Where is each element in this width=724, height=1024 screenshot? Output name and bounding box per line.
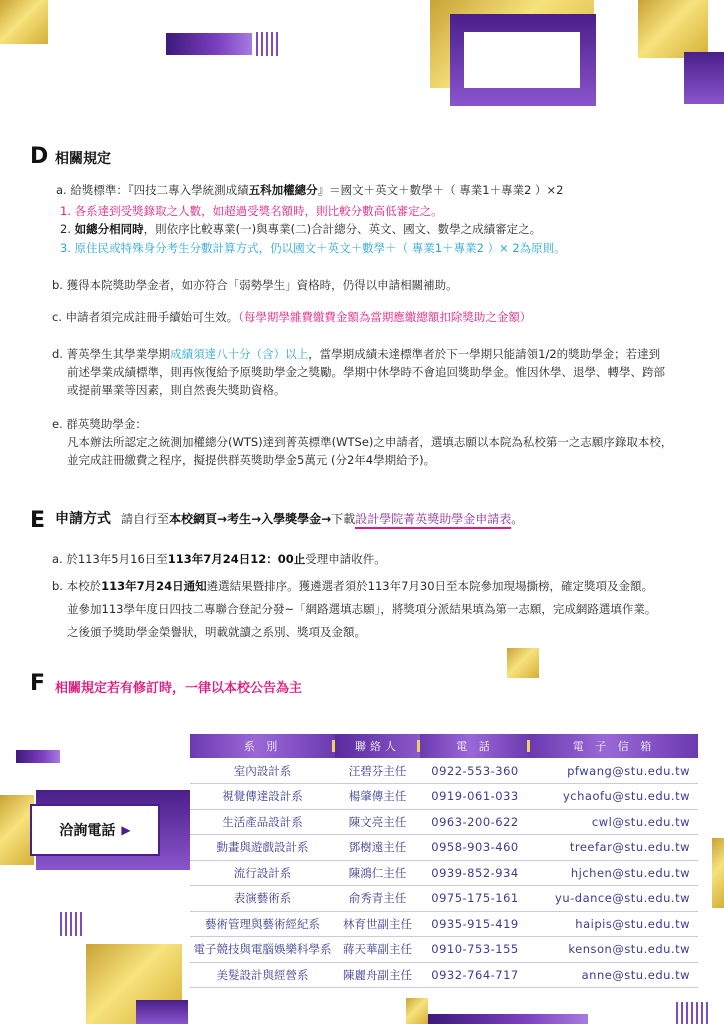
contact-cell: 陳麗舟副主任: [335, 962, 420, 988]
table-row: [190, 937, 698, 963]
phone-cell[interactable]: 0963-200-622: [420, 809, 530, 835]
e-b-text-1: 本校於: [66, 579, 102, 593]
d-a-text-1: 給獎標準：『四技二專入學統測成績: [70, 183, 249, 197]
gold-block-left: [0, 795, 34, 865]
e-item-a: [52, 551, 386, 567]
section-e-title: 申請方式: [55, 511, 111, 527]
d-e-line-2: 並完成註冊繳費之程序，擬提供群英獎助學金5萬元 (分2年4學期給予)。: [67, 453, 436, 467]
d-item-a: [56, 182, 564, 198]
section-e-letter: E: [30, 508, 46, 533]
d-e-prefix: e.: [52, 417, 63, 431]
phone-cell[interactable]: 0919-061-033: [420, 784, 530, 810]
e-a-text-1: 於113年5月16日至: [66, 552, 168, 566]
phone-cell[interactable]: 0932-764-717: [420, 962, 530, 988]
d-a-text-2: 』＝國文＋英文＋數學＋（ 專業1＋專業2 ）×2: [317, 183, 564, 197]
e-b-bold: 113年7月24日通知: [101, 579, 207, 593]
e-a-prefix: a.: [52, 552, 63, 566]
contact-cell: 蔣天華副主任: [335, 937, 420, 963]
e-b-prefix: b.: [52, 579, 63, 593]
d-a-2-bold: 如總分相同時: [74, 222, 144, 236]
purple-bar-bottom-center: [428, 1014, 588, 1024]
email-cell[interactable]: ychaofu@stu.edu.tw: [530, 784, 698, 810]
purple-bar-top: [166, 33, 252, 55]
white-box-top: [464, 32, 580, 88]
d-item-d: [52, 346, 660, 362]
email-cell[interactable]: anne@stu.edu.tw: [530, 962, 698, 988]
e-intro-1: 請自行至: [121, 512, 170, 526]
d-d-text-blue: 成績須達八十分（含）以上: [170, 347, 309, 361]
section-e-header: [55, 511, 523, 527]
stripes-top: [256, 32, 278, 56]
header-contact: 聯絡人: [335, 734, 420, 758]
gold-block-right: [712, 838, 724, 908]
e-b-text-2: 遴選結果暨排序。獲遴選者須於113年7月30日至本院參加現場撕榜，確定獎項及金額。: [206, 579, 654, 593]
dept-cell: 視覺傳達設計系: [190, 784, 335, 810]
application-form-link[interactable]: 設計學院菁英獎助學金申請表: [355, 512, 511, 529]
d-a-1: 1. 各系達到受獎錄取之人數，如超過受獎名額時，則比較分數高低審定之。: [60, 204, 443, 218]
e-item-b: [52, 578, 653, 594]
phone-cell[interactable]: 0910-753-155: [420, 937, 530, 963]
d-d-text-1: 菁英學生其學業學期: [66, 347, 171, 361]
d-a-bold: 五科加權總分: [248, 183, 318, 197]
d-c-note: （每學期學雜費繳費金額為當期應繳總額扣除獎助之金額）: [238, 310, 532, 324]
table-row: [190, 860, 698, 886]
table-row: [190, 962, 698, 988]
d-a-2-rest: ，則依序比較專業(一)與專業(二)合計總分、英文、國文、數學之成績審定之。: [143, 222, 542, 236]
gold-square-mid-right: [507, 648, 539, 678]
dept-cell: 美髮設計與經營系: [190, 962, 335, 988]
phone-cell[interactable]: 0975-175-161: [420, 886, 530, 912]
d-a-2-num: 2.: [60, 222, 71, 236]
purple-block-bottom-left: [136, 1000, 188, 1024]
contact-cell: 楊肇傳主任: [335, 784, 420, 810]
header-phone: 電 話: [420, 734, 530, 758]
section-d-letter: D: [30, 144, 49, 169]
d-b-text: 獲得本院獎助學金者，如亦符合「弱勢學生」資格時，仍得以申請相關補助。: [66, 278, 458, 292]
section-f-letter: F: [30, 671, 46, 696]
email-cell[interactable]: haipis@stu.edu.tw: [530, 911, 698, 937]
d-a-3: 3. 原住民或特殊身分考生分數計算方式，仍以國文＋英文＋數學＋（ 專業1＋專業2 ）× 2為原則。: [60, 241, 566, 255]
purple-block-top-right: [684, 52, 724, 104]
e-b-line-3: 之後頒予獎助學金榮譽狀，明載就讀之系別、獎項及金額。: [67, 625, 366, 639]
e-a-text-2: 受理申請收件。: [305, 552, 386, 566]
email-cell[interactable]: treefar@stu.edu.tw: [530, 835, 698, 861]
table-row: [190, 809, 698, 835]
stripes-bottom-right: [676, 1002, 708, 1024]
contact-cell: 俞秀青主任: [335, 886, 420, 912]
contact-phone-label: [30, 804, 160, 856]
d-e-line-1: 凡本辦法所認定之統測加權總分(WTS)達到菁英標準(WTSe)之申請者，選填志願以本院為私校第一之志願序錄取本校，: [67, 435, 673, 449]
e-intro-bold: 本校網頁→考生→入學獎學金→: [169, 512, 332, 526]
contact-table: [190, 734, 698, 988]
dept-cell: 表演藝術系: [190, 886, 335, 912]
play-arrow-icon: ▶: [121, 823, 131, 837]
d-d-text-2: ，當學期成績未達標準者於下一學期只能請領1/2的獎助學金；若達到: [308, 347, 661, 361]
d-item-c: [52, 309, 531, 325]
dept-cell: 流行設計系: [190, 860, 335, 886]
contact-cell: 林育世副主任: [335, 911, 420, 937]
d-d-line-3: 或提前畢業等因素，則自然喪失獎助資格。: [67, 383, 286, 397]
d-b-prefix: b.: [52, 278, 63, 292]
d-e-title: 群英獎助學金：: [66, 417, 147, 431]
gold-block-top-left: [0, 0, 48, 44]
d-d-line-2: 前述學業成績標準，則再恢復給予原獎助學金之獎勵。學期中休學時不會追回獎助學金。惟因休學、退學、轉學、跨部: [67, 365, 665, 379]
d-item-b: [52, 277, 458, 293]
e-intro-end: 。: [511, 512, 524, 526]
email-cell[interactable]: hjchen@stu.edu.tw: [530, 860, 698, 886]
table-row: [190, 886, 698, 912]
e-intro-2: 下載: [331, 512, 356, 526]
d-a-2: [60, 221, 541, 237]
d-a-prefix: a.: [56, 183, 67, 197]
table-row: [190, 784, 698, 810]
dept-cell: 藝術管理與藝術經紀系: [190, 911, 335, 937]
e-a-bold: 113年7月24日12：00止: [167, 552, 306, 566]
d-item-e: [52, 416, 147, 432]
gold-block-top-right: [638, 0, 708, 58]
dept-cell: 電子競技與電腦娛樂科學系: [190, 937, 335, 963]
d-d-prefix: d.: [52, 347, 63, 361]
contact-cell: 汪碧芬主任: [335, 758, 420, 784]
table-row: [190, 758, 698, 784]
e-b-line-2: 並參加113學年度日四技二專聯合登記分發~「網路選填志願」，將獎項分派結果填為第一志願，完成網路選填作業。: [67, 602, 657, 616]
phone-cell[interactable]: 0958-903-460: [420, 835, 530, 861]
gold-block-bottom-center: [406, 998, 428, 1024]
purple-bar-left: [16, 750, 60, 763]
email-cell[interactable]: cwl@stu.edu.tw: [530, 809, 698, 835]
phone-cell[interactable]: 0935-915-419: [420, 911, 530, 937]
contact-cell: 陳鴻仁主任: [335, 860, 420, 886]
dept-cell: 動畫與遊戲設計系: [190, 835, 335, 861]
contact-cell: 鄧樹遠主任: [335, 835, 420, 861]
email-cell[interactable]: pfwang@stu.edu.tw: [530, 758, 698, 784]
d-c-text: 申請者須完成註冊手續始可生效。: [65, 310, 239, 324]
dept-cell: 室內設計系: [190, 758, 335, 784]
header-email: 電 子 信 箱: [530, 734, 698, 758]
stripes-bottom-left: [60, 912, 82, 936]
contact-cell: 陳文亮主任: [335, 809, 420, 835]
section-f-title: 相關規定若有修訂時，一律以本校公告為主: [55, 681, 303, 696]
dept-cell: 生活產品設計系: [190, 809, 335, 835]
table-row: [190, 911, 698, 937]
email-cell[interactable]: yu-dance@stu.edu.tw: [530, 886, 698, 912]
d-c-prefix: c.: [52, 310, 62, 324]
header-dept: 系 別: [190, 734, 335, 758]
email-cell[interactable]: kenson@stu.edu.tw: [530, 937, 698, 963]
contact-label-text: 洽詢電話: [59, 823, 116, 839]
table-row: [190, 835, 698, 861]
section-d-title: 相關規定: [55, 151, 111, 167]
contact-table-header: [190, 734, 698, 758]
phone-cell[interactable]: 0922-553-360: [420, 758, 530, 784]
phone-cell[interactable]: 0939-852-934: [420, 860, 530, 886]
